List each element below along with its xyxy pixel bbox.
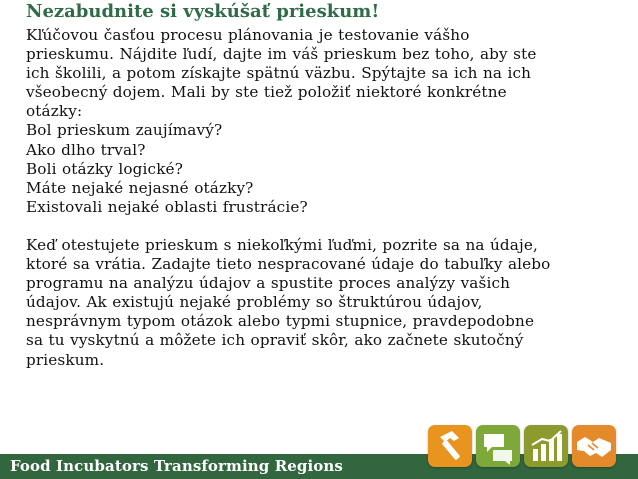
hammer-icon [428,425,472,467]
bar-chart-icon [524,425,568,467]
question-item: Boli otázky logické? [26,159,183,178]
text-line: prieskumu. Nájdite ľudí, dajte im váš prieskum bez toho, aby ste [26,45,537,64]
footer-brand: Food Incubators Transforming Regions [10,457,343,475]
paragraph-spacer [26,217,634,236]
slide-title: Nezabudnite si vyskúšať prieskum! [26,1,380,22]
intro-paragraph [26,26,634,121]
question-item: Bol prieskum zaujímavý? [26,121,223,140]
text-line: všeobecný dojem. Mali by ste tiež položiť niektoré konkrétne [26,83,507,102]
text-line: prieskum. [26,350,105,369]
text-line: Kľúčovou časťou procesu plánovania je testovanie vášho [26,26,470,44]
question-item: Existovali nejaké oblasti frustrácie? [26,197,308,216]
text-line: nesprávnym typom otázok alebo typmi stupnice, pravdepodobne [26,312,535,331]
question-item: Máte nejaké nejasné otázky? [26,178,254,197]
text-line: sa tu vyskytnú a môžete ich opraviť skôr, ako začnete skutočný [26,331,524,350]
handshake-icon [572,425,616,467]
text-line: ich školili, a potom získajte spätnú väzbu. Spýtajte sa ich na ich [26,64,532,83]
question-list [26,121,634,216]
question-item: Ako dlho trval? [26,140,146,159]
text-line: ktoré sa vrátia. Zadajte tieto nespracované údaje do tabuľky alebo [26,255,551,274]
text-line: údajov. Ak existujú nejaké problémy so štruktúrou údajov, [26,293,483,312]
slide-body [26,26,634,370]
analysis-paragraph [26,236,634,370]
chat-bubbles-icon [476,425,520,467]
text-line: otázky: [26,102,83,121]
text-line: programu na analýzu údajov a spustite proces analýzy vašich [26,274,511,293]
text-line: Keď otestujete prieskum s niekoľkými ľuďmi, pozrite sa na údaje, [26,235,538,254]
